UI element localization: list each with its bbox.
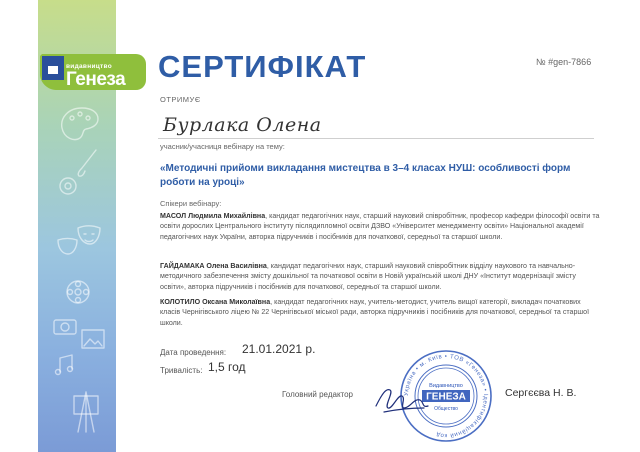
speaker-name: МАСОЛ Людмила Михайлівна xyxy=(160,212,266,220)
speakers-label: Спікери вебінару: xyxy=(160,199,222,208)
logo-name-text: Генеза xyxy=(66,69,126,90)
stamp-center-bottom: Общество xyxy=(434,406,458,412)
editor-label: Головний редактор xyxy=(282,390,354,399)
speaker-name: КОЛОТИЛО Оксана Миколаївна xyxy=(160,298,271,306)
editor-name: Сергєєва Н. В. xyxy=(505,387,577,399)
speaker-bio: , кандидат педагогічних наук, старший науковий співробітник відділу наукового та навчально-методичного забезпечення змісту дошкільної та початкової освіти в Новій українській школі ДНУ «Інститут модернізації змісту освіти», авторка підручників і посібників для початкової, середньої та старшої школи. xyxy=(160,262,576,291)
speaker-entry xyxy=(160,211,600,242)
date-label: Дата проведення: xyxy=(160,348,227,357)
role-label: учасник/учасниця вебінару на тему: xyxy=(160,142,285,151)
webinar-topic: «Методичні прийоми викладання мистецтва в 3–4 класах НУШ: особливості форм роботи на уроці» xyxy=(160,163,571,188)
speaker-entry xyxy=(160,261,600,292)
date-value: 21.01.2021 р. xyxy=(242,342,316,356)
geneza-logo xyxy=(36,50,148,94)
speaker-bio: , кандидат педагогічних наук, старший науковий співробітник, професор кафедри філософії освіти та освіти дорослих Центрального інституту післядипломної освіти ДЗВО «Університет менеджменту освіти» Національної академії педагогічних наук України, авторка підручників і посібників для початкової, середньої та старшої школи. xyxy=(160,212,600,241)
stamp-center-name: ГЕНЕЗА xyxy=(426,391,466,403)
recipient-underline xyxy=(158,138,594,139)
signature xyxy=(370,378,440,418)
recipient-name: Бурлака Олена xyxy=(163,114,322,136)
speaker-entry xyxy=(160,297,600,328)
certificate-title: СЕРТИФІКАТ xyxy=(158,49,367,84)
certificate-number: № #gen-7866 xyxy=(536,57,592,67)
receive-label: ОТРИМУЄ xyxy=(160,95,201,104)
duration-label: Тривалість: xyxy=(160,366,203,375)
stamp-ring-text: Україна • м. Київ • ТОВ «Генеза» • Ідентифікаційний код xyxy=(403,353,489,439)
speaker-bio: , кандидат педагогічних наук, учитель-методист, учитель вищої категорії, викладач початкових класів Чернігівського ліцею № 22 Чернігівської міської ради, авторка підручників і посібників для початкової, середньої та старшої школи. xyxy=(160,298,590,327)
duration-value: 1,5 год xyxy=(208,360,246,374)
speaker-name: ГАЙДАМАКА Олена Василівна xyxy=(160,262,267,270)
stamp-center-top: Видавництво xyxy=(429,383,463,389)
logo-publisher-text: видавництво xyxy=(66,63,113,70)
